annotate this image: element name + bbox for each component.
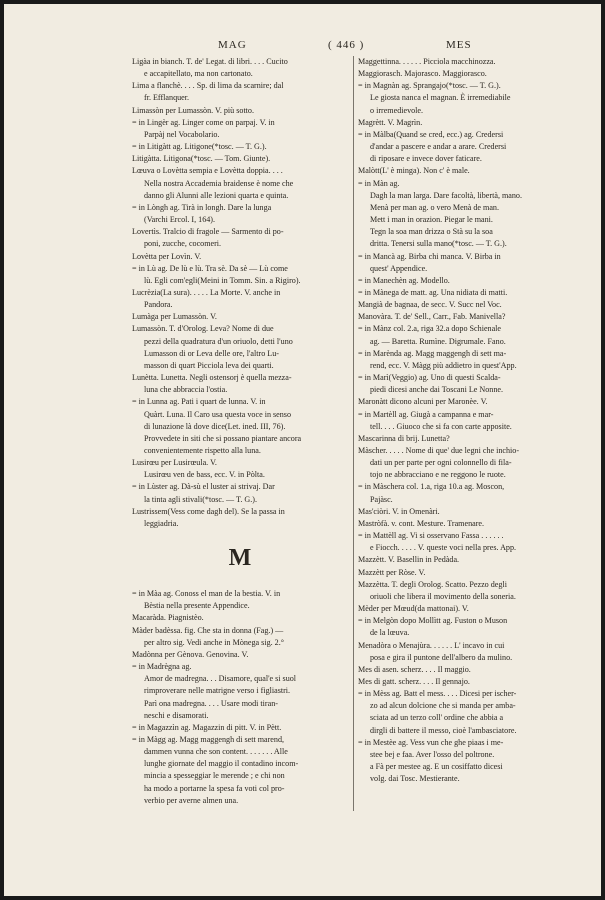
dictionary-line: zo ad alcun dolcione che si manda per amba-: [370, 701, 516, 711]
right-entries: [358, 56, 580, 785]
dictionary-line: Tegn la soa man drizza o Stà su la soa: [370, 227, 493, 237]
dictionary-line: = in Lùster ag. Dà-sù el luster ai strivaj. Dar: [132, 482, 275, 492]
dictionary-line: Mazzètta. T. degli Orolog. Scatto. Pezzo degli: [358, 579, 507, 589]
dictionary-line: Mazzètt per Ròse. V.: [358, 567, 426, 577]
column-divider: [353, 56, 354, 811]
dictionary-line: lù. Egli com'egli(Meini in Tomm. Sin. a Rigiro).: [144, 275, 301, 285]
dictionary-line: Maggiorasch. Majorasco. Maggiorasco.: [358, 69, 487, 79]
header-right-word: MES: [446, 39, 472, 51]
dictionary-line: dati un per parte per ogni colonnello di fila-: [370, 458, 512, 468]
dictionary-line: Lœuva o Lovètta sempia e Lovètta doppia. . . .: [132, 166, 283, 176]
dictionary-line: piedi dicesi anche dai Toscani Le Nonne.: [370, 385, 504, 395]
right-column: [358, 56, 580, 785]
dictionary-line: = in Lingèr ag. Linger come on parpaj. V. in: [132, 117, 275, 127]
dictionary-line: Ligàa in bianch. T. de' Legat. di libri. . . . Cucito: [132, 57, 288, 66]
dictionary-line: Magrètt. V. Magrìn.: [358, 117, 423, 127]
dictionary-line: poni, zucche, cocomeri.: [144, 239, 222, 249]
dictionary-line: Lustrissem(Vess come dagh del). Se la passa in: [132, 506, 285, 516]
dictionary-line: Lima a flanchè. . . . Sp. di lima da scarnire; dal: [132, 81, 284, 91]
dictionary-line: posa e gira il puntone dell'albero da mulino.: [370, 652, 513, 662]
dictionary-line: dritta. Tenersi sulla mano(*tosc. — T. G.).: [370, 239, 507, 249]
dictionary-line: = in Lù ag. De lù e lù. Tra sè. Da sè — Lù come: [132, 263, 288, 273]
dictionary-line: Macaràda. Piagnistèo.: [132, 613, 204, 623]
dictionary-line: = in Marènda ag. Magg maggengh di sett ma-: [358, 348, 507, 358]
dictionary-line: danno gli Alunni alle lezioni quarta e quinta.: [144, 190, 289, 200]
dictionary-line: = in Litigàtt ag. Litigone(*tosc. — T. G.).: [132, 142, 267, 152]
dictionary-line: Lumassòn. T. d'Orolog. Leva? Nome di due: [132, 324, 274, 334]
dictionary-line: = in Màschera col. 1.a, riga 10.a ag. Moscon,: [358, 482, 505, 492]
dictionary-line: Lovertìs. Tralcio di fragole — Sarmento di po-: [132, 227, 284, 237]
dictionary-line: Pajàsc.: [370, 494, 393, 504]
dictionary-line: lunghe giornate del maggio il contadino incom-: [144, 759, 299, 769]
page-header: [4, 39, 601, 55]
dictionary-line: e accapitellato, ma non cartonato.: [144, 69, 253, 79]
dictionary-line: Lumàga per Lumassòn. V.: [132, 312, 217, 322]
dictionary-line: Limassòn per Lumassòn. V. più sotto.: [132, 105, 255, 115]
dictionary-line: Nella nostra Accademia braidense è nome che: [144, 178, 294, 188]
dictionary-line: Mett i man in orazion. Piegar le mani.: [370, 215, 493, 225]
dictionary-line: Lucrèzia(La sura). . . . . La Morte. V. anche in: [132, 287, 281, 297]
dictionary-line: tell. . . . Giuoco che si fa con carte apposite.: [370, 421, 512, 431]
dictionary-line: Màder badèssa. fig. Che sta in donna (Fag.) —: [132, 625, 284, 635]
dictionary-line: = in Magazzìn ag. Magazzin di pitt. V. in Pètt.: [132, 722, 282, 732]
dictionary-line: rend, ecc. V. Màgg più addietro in quest'App.: [370, 360, 517, 370]
dictionary-line: = in Mattèll ag. Vi si osservano Fassa . . . . . .: [358, 531, 504, 541]
dictionary-line: per altro sig. Vedi anche in Mònega sig. 2.°: [144, 637, 284, 647]
dictionary-line: volg. dai Tosc. Mestierante.: [370, 774, 460, 784]
dictionary-line: Pandora.: [144, 300, 173, 310]
dictionary-line: Mangià de bagnaa, de secc. V. Succ nel Voc.: [358, 300, 502, 310]
dictionary-line: Mèder per Mœud(da mattonai). V.: [358, 604, 469, 614]
dictionary-line: (Varchi Ercol. I, 164).: [144, 215, 216, 225]
dictionary-line: = in Mànz col. 2.a, riga 32.a dopo Schienale: [358, 324, 502, 334]
dictionary-line: Litigàtta. Litigona(*tosc. — Tom. Giunte).: [132, 154, 271, 164]
dictionary-line: dammen vunna che son content. . . . . . . Alle: [144, 747, 288, 757]
dictionary-line: ag. — Baretta. Rumìne. Digrumale. Fano.: [370, 336, 506, 346]
dictionary-line: rimproverare nelle matrigne verso i figliastri.: [144, 686, 291, 696]
dictionary-line: d'andar a pascere e andar a arare. Credersi: [370, 142, 507, 152]
dictionary-line: Parpàj nel Vocabolario.: [144, 129, 220, 139]
dictionary-line: Lusirœu per Lusirœula. V.: [132, 458, 217, 468]
dictionary-line: = in Mestèe ag. Vess vun che ghe piaas i me-: [358, 737, 504, 747]
dictionary-line: neschi e disamorati.: [144, 710, 209, 720]
dictionary-line: e Fiocch. . . . . V. queste voci nella pres. App.: [370, 543, 517, 553]
dictionary-line: Provvedete in siti che si possano piantare ancora: [144, 433, 302, 443]
dictionary-line: Lovètta per Lovìn. V.: [132, 251, 202, 261]
book-page: [4, 4, 601, 896]
dictionary-line: Menà per man ag. o vero Menà de man.: [370, 202, 500, 212]
dictionary-line: dirgli di battere il messo, cioè l'ambasciatore.: [370, 725, 517, 735]
dictionary-line: di lunazione là dove dice(Let. ined. III, 76).: [144, 421, 286, 431]
dictionary-line: Mastròfà. v. cont. Mesture. Tramenare.: [358, 518, 485, 528]
dictionary-line: Mazzètt. V. Basellin in Pedàda.: [358, 555, 460, 565]
dictionary-line: mincia a spesseggiar le merende ; e chi non: [144, 771, 285, 781]
dictionary-line: = in Lunna ag. Pati i quart de lunna. V. in: [132, 397, 266, 407]
dictionary-line: Le giosta nanca el magnan. È irremediabile: [370, 93, 511, 103]
dictionary-line: = in Mancà ag. Birba chi manca. V. Birba in: [358, 251, 501, 261]
dictionary-line: sciata ad un terzo coll' ordine che abbia a: [370, 713, 504, 723]
dictionary-line: tojo ne abbracciano e ne reggono le ruote.: [370, 470, 506, 480]
dictionary-line: Mes di gatt. scherz. . . . Il gennajo.: [358, 676, 470, 686]
dictionary-line: leggiadria.: [144, 518, 179, 528]
left-top-entries: [132, 56, 348, 530]
dictionary-line: pezzi della quadratura d'un oriuolo, detti l'uno: [144, 336, 293, 346]
dictionary-line: = in Melgòn dopo Mollìtt ag. Fuston o Muson: [358, 616, 508, 626]
dictionary-line: = in Màgg ag. Magg maggengh di sett marend,: [132, 734, 285, 744]
dictionary-line: a Fà per mestee ag. E un cosiffatto dicesi: [370, 762, 503, 772]
dictionary-line: Menadòra o Menajùra. . . . . . L' incavo in cui: [358, 640, 505, 650]
dictionary-line: verbio per averne almen una.: [144, 795, 239, 805]
dictionary-line: Malòtt(L' è minga). Non c' è male.: [358, 166, 470, 176]
left-bottom-entries: [132, 588, 348, 807]
dictionary-line: = in Mèss ag. Batt el mess. . . . Dicesi per ischer-: [358, 689, 517, 699]
dictionary-line: Parì ona madregna. . . . Usare modi tiran-: [144, 698, 278, 708]
dictionary-line: ha modo a portarne la spesa fa voti col pro-: [144, 783, 285, 793]
dictionary-line: oriuoli che libera il movimento della soneria.: [370, 591, 516, 601]
dictionary-line: Lunètta. Lunetta. Negli ostensorj è quella mezza-: [132, 373, 292, 383]
dictionary-line: Maggettinna. . . . . . Picciola macchinozza.: [358, 57, 496, 66]
dictionary-line: Màscher. . . . . Nome di que' due legni che inchio-: [358, 446, 520, 455]
dictionary-line: Mes di asen. scherz. . . . Il maggio.: [358, 664, 471, 674]
dictionary-line: Maronàtt dicono alcuni per Maronèe. V.: [358, 397, 488, 407]
dictionary-line: = in Màn ag.: [358, 178, 400, 188]
left-column: [132, 56, 348, 807]
dictionary-line: fr. Efflanquer.: [144, 93, 190, 103]
dictionary-line: = in Madrègna ag.: [132, 662, 192, 672]
page-number: ( 446 ): [328, 39, 365, 51]
dictionary-line: Mascarinna di brij. Lunetta?: [358, 433, 450, 443]
dictionary-line: Madònna per Gènova. Genovina. V.: [132, 649, 249, 659]
dictionary-line: di riposare e invece dover faticare.: [370, 154, 482, 164]
dictionary-line: = in Magnàn ag. Sprangajo(*tosc. — T. G.).: [358, 81, 501, 91]
dictionary-line: masson di quart Picciola leva dei quarti.: [144, 360, 274, 370]
section-letter: M: [228, 545, 252, 572]
dictionary-line: Mas'ciòri. V. in Omenàri.: [358, 506, 440, 516]
dictionary-line: = in Mànega de matt. ag. Una nidiata di matti.: [358, 287, 508, 297]
dictionary-line: la tinta agli stivali(*tosc. — T. G.).: [144, 494, 257, 504]
dictionary-line: luna che abbraccia l'ostia.: [144, 385, 228, 395]
dictionary-line: o irremedievole.: [370, 105, 424, 115]
dictionary-line: quest' Appendice.: [370, 263, 428, 273]
dictionary-line: = in Martèll ag. Giugà a campanna e mar-: [358, 409, 494, 419]
dictionary-line: Bèstia nella presente Appendice.: [144, 601, 250, 611]
dictionary-line: = in Màa ag. Conoss el man de la bestia. V. in: [132, 589, 281, 599]
dictionary-line: = in Marì(Veggio) ag. Uno di questi Scalda-: [358, 373, 501, 383]
dictionary-line: de la lœuva.: [370, 628, 410, 638]
dictionary-line: Lusirœu ven de bass, ecc. V. in Pòlta.: [144, 470, 265, 480]
dictionary-line: Quàrt. Luna. Il Caro usa questa voce in senso: [144, 409, 291, 419]
dictionary-line: = in Lòngh ag. Tirà in longh. Dare la lunga: [132, 202, 272, 212]
dictionary-line: stee bej e faa. Aver l'osso del poltrone.: [370, 749, 495, 759]
dictionary-line: Dagh la man larga. Dare facoltà, libertà, mano.: [370, 190, 522, 200]
dictionary-line: = in Màlba(Quand se cred, ecc.) ag. Credersi: [358, 129, 504, 139]
dictionary-line: Lumasson di or Leva delle ore, l'altro Lu-: [144, 348, 279, 358]
dictionary-line: = in Manechèn ag. Modello.: [358, 275, 450, 285]
dictionary-line: convenientemente rispetto alla luna.: [144, 446, 261, 455]
dictionary-line: Amor de madregna. . . Disamore, qual'e si suol: [144, 674, 297, 684]
header-left-word: MAG: [218, 39, 247, 51]
dictionary-line: Manovàra. T. de' Sell., Carr., Fab. Manivella?: [358, 312, 506, 322]
